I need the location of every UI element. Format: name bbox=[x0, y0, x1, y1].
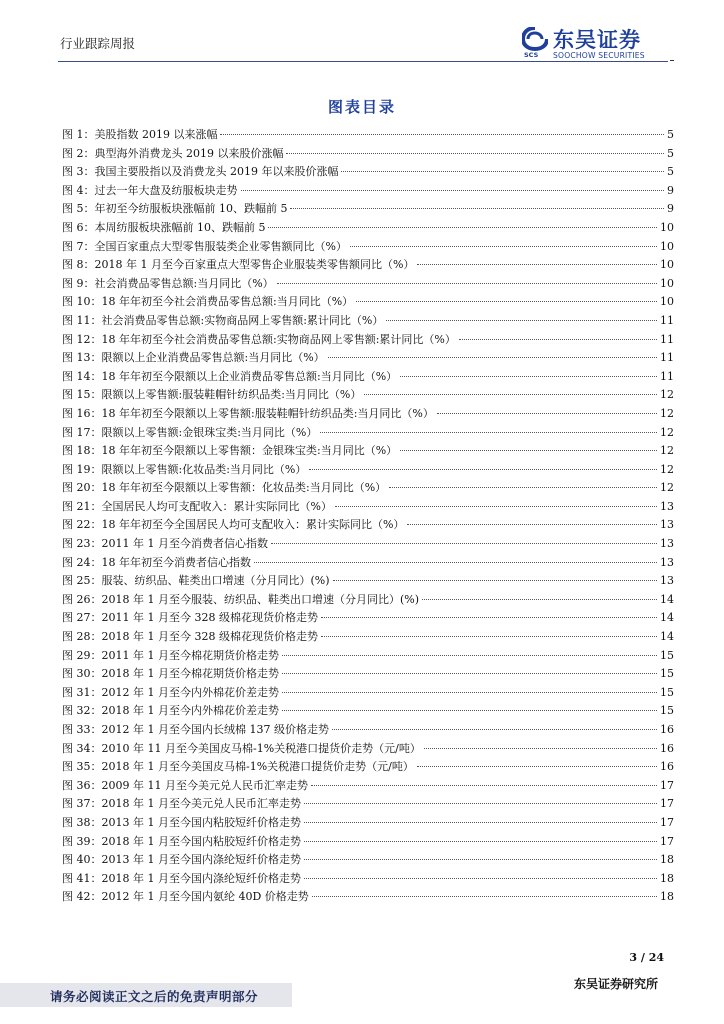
toc-leader-dots bbox=[282, 681, 657, 693]
toc-leader-dots bbox=[400, 439, 657, 451]
toc-leader-dots bbox=[286, 142, 664, 154]
toc-entry-label: 图 32：2018 年 1 月至今内外棉花价差走势 bbox=[62, 704, 279, 718]
company-logo bbox=[522, 26, 672, 62]
toc-leader-dots bbox=[459, 328, 657, 340]
toc-entry-page: 17 bbox=[660, 834, 674, 848]
toc-leader-dots bbox=[417, 755, 657, 767]
toc-entry-label: 图 28：2018 年 1 月至今 328 级棉花现货价格走势 bbox=[62, 630, 318, 644]
toc-entry-label: 图 37：2018 年 1 月至今美元兑人民币汇率走势 bbox=[62, 797, 301, 811]
toc-entry-page: 18 bbox=[660, 853, 674, 867]
toc-entry-label: 图 39：2018 年 1 月至今国内粘胶短纤价格走势 bbox=[62, 834, 301, 848]
toc-entry-page: 17 bbox=[660, 797, 674, 811]
toc-entry-page: 16 bbox=[660, 723, 674, 736]
toc-leader-dots bbox=[304, 867, 657, 879]
toc-entry-label: 图 35：2018 年 1 月至今美国皮马棉-1%关税港口提货价走势（元/吨） bbox=[62, 760, 414, 774]
toc-entry-page: 12 bbox=[660, 425, 674, 439]
toc-leader-dots bbox=[282, 662, 657, 674]
logo-tag: SCS bbox=[524, 51, 539, 59]
toc-entry-page: 11 bbox=[660, 332, 674, 346]
toc-entry-label: 图 12：18 年年初至今社会消费品零售总额:实物商品网上零售额:累计同比（%） bbox=[62, 332, 456, 346]
toc-entry-page: 13 bbox=[660, 555, 674, 569]
header-divider bbox=[58, 61, 668, 62]
toc-entry-label: 图 30：2018 年 1 月至今棉花期货价格走势 bbox=[62, 667, 279, 681]
toc-entry-page: 10 bbox=[660, 258, 674, 272]
toc-entry-label: 图 11：社会消费品零售总额:实物商品网上零售额:累计同比（%） bbox=[62, 313, 384, 327]
toc-entry-label: 图 25：服装、纺织品、鞋类出口增速（分月同比）(%) bbox=[62, 574, 330, 588]
toc-leader-dots bbox=[277, 272, 657, 284]
toc-entry-page: 13 bbox=[660, 537, 674, 551]
report-type-label: 行业跟踪周报 bbox=[60, 36, 136, 51]
toc-entry-page: 18 bbox=[660, 871, 674, 885]
toc-entry-label: 图 19：限额以上零售额:化妆品类:当月同比（%） bbox=[62, 462, 307, 476]
toc-leader-dots bbox=[304, 830, 657, 842]
toc-entry-page: 16 bbox=[660, 741, 674, 755]
toc-entry-page: 9 bbox=[667, 202, 674, 216]
toc-entry-label: 图 7：全国百家重点大型零售服装类企业零售额同比（%） bbox=[62, 239, 347, 253]
toc-leader-dots bbox=[311, 774, 657, 786]
toc-entry-page: 14 bbox=[660, 592, 674, 606]
toc-leader-dots bbox=[321, 625, 657, 637]
toc-entry-label: 图 38：2013 年 1 月至今国内粘胶短纤价格走势 bbox=[62, 815, 301, 829]
toc-leader-dots bbox=[356, 290, 657, 302]
toc-entry-label: 图 26：2018 年 1 月至今服装、纺织品、鞋类出口增速（分月同比）(%) bbox=[62, 592, 420, 606]
toc-leader-dots bbox=[350, 235, 657, 247]
toc-entry-page: 11 bbox=[660, 369, 674, 383]
toc-leader-dots bbox=[220, 123, 664, 135]
toc-entry-page: 13 bbox=[660, 499, 674, 513]
toc-leader-dots bbox=[304, 811, 657, 823]
toc-entry-label: 图 9：社会消费品零售总额:当月同比（%） bbox=[62, 276, 274, 290]
toc-entry-label: 图 22：18 年年初至今全国居民人均可支配收入：累计实际同比（%） bbox=[62, 518, 405, 532]
toc-entry-page: 9 bbox=[667, 183, 674, 197]
toc-leader-dots bbox=[389, 476, 657, 488]
toc-entry-label: 图 29：2011 年 1 月至今棉花期货价格走势 bbox=[62, 648, 279, 662]
toc-leader-dots bbox=[290, 197, 664, 209]
toc-leader-dots bbox=[268, 216, 657, 228]
toc-leader-dots bbox=[241, 179, 665, 191]
toc-entry-label: 图 24：18 年年初至今消费者信心指数 bbox=[62, 555, 251, 569]
toc-entry-label: 图 18：18 年年初至今限额以上零售额：金银珠宝类:当月同比（%） bbox=[62, 444, 398, 458]
toc-entry-label: 图 27：2011 年 1 月至今 328 级棉花现货价格走势 bbox=[62, 611, 318, 625]
page-number: 3 / 24 bbox=[629, 951, 664, 964]
toc-entry-label: 图 42：2012 年 1 月至今国内氨纶 40D 价格走势 bbox=[62, 890, 309, 904]
toc-entry-page: 14 bbox=[660, 611, 674, 625]
toc-leader-dots bbox=[321, 606, 657, 618]
toc-leader-dots bbox=[335, 495, 657, 507]
toc-entry-page: 17 bbox=[660, 778, 674, 792]
toc-entry-page: 15 bbox=[660, 667, 674, 681]
toc-entry-label: 图 34：2010 年 11 月至今美国皮马棉-1%关税港口提货价走势（元/吨） bbox=[62, 741, 421, 755]
toc-entry-page: 12 bbox=[660, 406, 674, 420]
toc-entry-page: 10 bbox=[660, 295, 674, 309]
toc-entry-page: 11 bbox=[660, 313, 674, 327]
toc-leader-dots bbox=[312, 885, 657, 897]
toc-leader-dots bbox=[341, 160, 664, 172]
disclaimer-notice: 请务必阅读正文之后的免责声明部分 bbox=[50, 989, 259, 1004]
toc-entry-page: 13 bbox=[660, 574, 674, 588]
toc-entry-label: 图 15：限额以上零售额:服装鞋帽针纺织品类:当月同比（%） bbox=[62, 388, 362, 402]
toc-entry-page: 10 bbox=[660, 276, 674, 290]
toc-entry-label: 图 40：2013 年 1 月至今国内涤纶短纤价格走势 bbox=[62, 853, 301, 867]
toc-leader-dots bbox=[437, 402, 657, 414]
toc-entry-label: 图 36：2009 年 11 月至今美元兑人民币汇率走势 bbox=[62, 778, 308, 792]
toc-entry-page: 15 bbox=[660, 685, 674, 699]
toc-entry-label: 图 8：2018 年 1 月至今百家重点大型零售企业服装类零售额同比（%） bbox=[62, 258, 415, 272]
toc-entry-label: 图 23：2011 年 1 月至今消费者信心指数 bbox=[62, 537, 268, 551]
toc-entry-page: 15 bbox=[660, 704, 674, 718]
toc-leader-dots bbox=[364, 383, 657, 395]
toc-leader-dots bbox=[320, 421, 657, 433]
toc-leader-dots bbox=[304, 848, 657, 860]
toc-entry-page: 5 bbox=[667, 146, 674, 160]
toc-leader-dots bbox=[304, 792, 657, 804]
toc-entry-page: 12 bbox=[660, 388, 674, 402]
toc-entry-label: 图 1：美股指数 2019 以来涨幅 bbox=[62, 128, 218, 141]
toc-entry-page: 16 bbox=[660, 760, 674, 774]
toc-leader-dots bbox=[328, 346, 657, 358]
toc-leader-dots bbox=[386, 309, 657, 321]
toc-leader-dots bbox=[271, 532, 657, 544]
toc-entry-label: 图 20：18 年年初至今限额以上零售额：化妆品类:当月同比（%） bbox=[62, 481, 387, 495]
toc-entry-page: 12 bbox=[660, 444, 674, 458]
toc-entry-page: 10 bbox=[660, 220, 674, 234]
toc-entry-page: 17 bbox=[660, 815, 674, 829]
toc-entry-page: 18 bbox=[660, 890, 674, 904]
logo-english-name: SOOCHOW SECURITIES bbox=[553, 51, 645, 60]
logo-company-name: 东吴证券 bbox=[553, 28, 641, 52]
toc-entry-label: 图 41：2018 年 1 月至今国内涤纶短纤价格走势 bbox=[62, 871, 301, 885]
toc-entry[interactable] bbox=[62, 888, 674, 907]
toc-entry-page: 11 bbox=[660, 351, 674, 365]
toc-entry-label: 图 6：本周纺服板块涨幅前 10、跌幅前 5 bbox=[62, 220, 266, 234]
toc-entry-page: 5 bbox=[667, 128, 674, 141]
header-mark bbox=[670, 60, 674, 61]
toc-leader-dots bbox=[309, 458, 657, 470]
toc-entry-label: 图 14：18 年年初至今限额以上企业消费品零售总额:当月同比（%） bbox=[62, 369, 398, 383]
toc-entry-label: 图 3：我国主要股指以及消费龙头 2019 年以来股价涨幅 bbox=[62, 165, 339, 179]
toc-entry-page: 12 bbox=[660, 462, 674, 476]
toc-entry-label: 图 4：过去一年大盘及纺服板块走势 bbox=[62, 183, 238, 197]
institute-name: 东吴证券研究所 bbox=[573, 977, 658, 991]
toc-leader-dots bbox=[407, 513, 657, 525]
toc-leader-dots bbox=[282, 644, 657, 656]
page-title: 图表目录 bbox=[327, 98, 396, 116]
toc-entry-page: 13 bbox=[660, 518, 674, 532]
toc-entry-label: 图 10：18 年年初至今社会消费品零售总额:当月同比（%） bbox=[62, 295, 354, 309]
toc-leader-dots bbox=[332, 718, 657, 730]
toc-entry-page: 14 bbox=[660, 630, 674, 644]
toc-entry-label: 图 5：年初至今纺服板块涨幅前 10、跌幅前 5 bbox=[62, 202, 288, 216]
figure-list bbox=[62, 126, 674, 907]
toc-entry-label: 图 16：18 年年初至今限额以上零售额:服装鞋帽针纺织品类:当月同比（%） bbox=[62, 406, 434, 420]
toc-entry-page: 12 bbox=[660, 481, 674, 495]
toc-leader-dots bbox=[333, 569, 657, 581]
toc-leader-dots bbox=[424, 737, 657, 749]
toc-entry-page: 10 bbox=[660, 239, 674, 253]
toc-entry-page: 15 bbox=[660, 648, 674, 662]
toc-entry-label: 图 2：典型海外消费龙头 2019 以来股价涨幅 bbox=[62, 146, 284, 160]
toc-entry-label: 图 33：2012 年 1 月至今国内长绒棉 137 级价格走势 bbox=[62, 723, 329, 736]
toc-entry-label: 图 21：全国居民人均可支配收入：累计实际同比（%） bbox=[62, 499, 332, 513]
toc-entry-label: 图 13：限额以上企业消费品零售总额:当月同比（%） bbox=[62, 351, 325, 365]
toc-leader-dots bbox=[422, 588, 657, 600]
toc-entry-page: 5 bbox=[667, 165, 674, 179]
toc-entry-label: 图 17：限额以上零售额:金银珠宝类:当月同比（%） bbox=[62, 425, 318, 439]
toc-entry-label: 图 31：2012 年 1 月至今内外棉花价差走势 bbox=[62, 685, 279, 699]
toc-leader-dots bbox=[400, 365, 657, 377]
toc-leader-dots bbox=[254, 551, 657, 563]
toc-leader-dots bbox=[282, 699, 657, 711]
toc-leader-dots bbox=[417, 253, 657, 265]
